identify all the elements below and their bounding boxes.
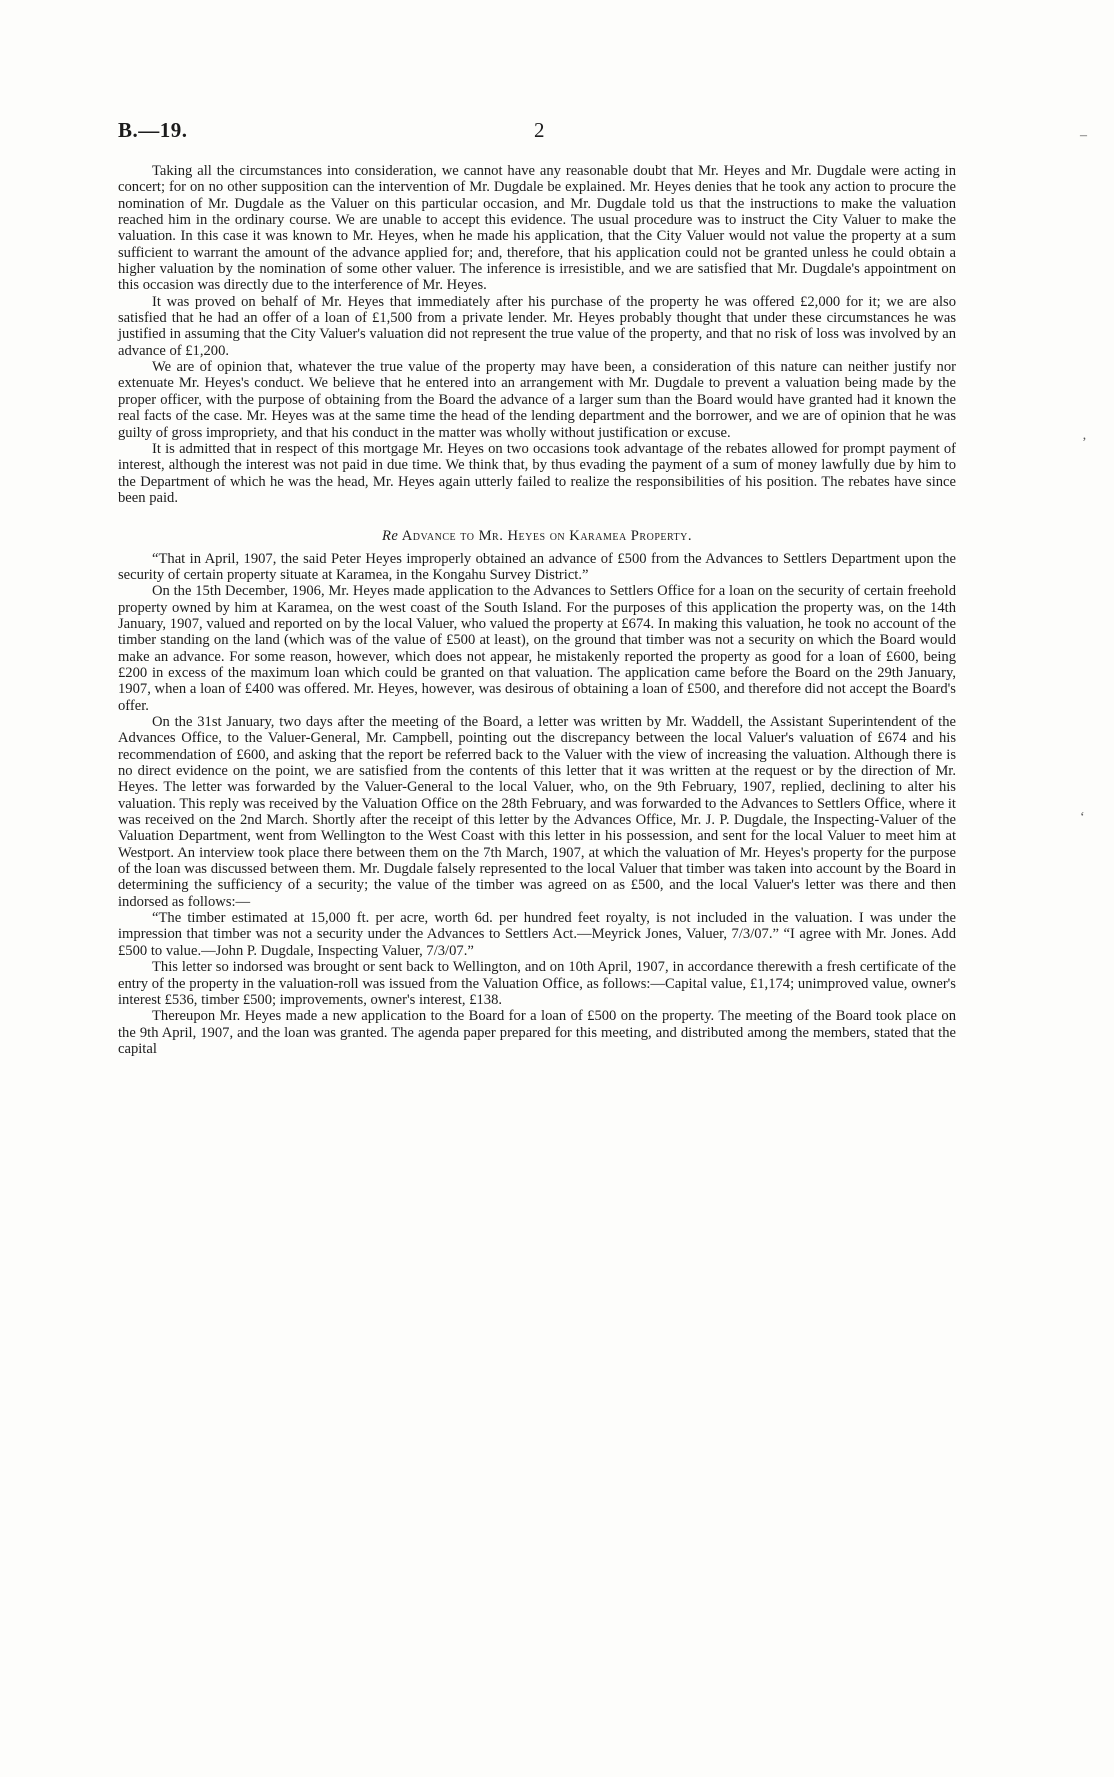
paragraph: This letter so indorsed was brought or sent back to Wellington, and on 10th April, 1907, in accordance therewith a fresh certificate of the entry of the property in the valuation-roll was issued from the Valuation Office, as follows:—Capital value, £1,174; unimproved value, owner's interest £536, timber £500; improvements, owner's interest, £138. [118, 959, 956, 1008]
margin-mark: ‚ [1082, 428, 1087, 443]
page-reference: B.—19. [118, 118, 188, 142]
section-heading-re: Re [381, 528, 399, 545]
paragraph: “That in April, 1907, the said Peter Heyes improperly obtained an advance of £500 from the Advances to Settlers Department upon the security of certain property situate at Karamea, in the Kongahu Survey District.” [118, 550, 956, 583]
paragraph: On the 15th December, 1906, Mr. Heyes made application to the Advances to Settlers Office for a loan on the security of certain freehold property owned by him at Karamea, on the west coast of the South Island. For the purposes of this application the property was, on the 14th January, 1907, valued and reported on by the local Valuer, who valued the property at £674. In making this valuation, he took no account of the timber standing on the land (which was of the value of £500 at least), on the ground that timber was not a security on which the Board would make an advance. For some reason, however, which does not appear, he mistakenly reported the property as good for a loan of £600, being £200 in excess of the maximum loan which could be granted on that valuation. The application came before the Board on the 29th January, 1907, when a loan of £400 was offered. Mr. Heyes, however, was desirous of obtaining a loan of £500, and therefore did not accept the Board's offer. [118, 583, 956, 714]
page-header [118, 118, 958, 148]
section-heading-text: Advance to Mr. Heyes on Karamea Property. [401, 528, 693, 545]
paragraph: On the 31st January, two days after the meeting of the Board, a letter was written by Mr. Waddell, the Assistant Superintendent of the Advances Office, to the Valuer-General, Mr. Campbell, pointing out the discrepancy between the local Valuer's valuation of £674 and his recommendation of £600, and asking that the report be referred back to the Valuer with the view of increasing the valuation. Although there is no direct evidence on the point, we are satisfied from the contents of this letter that it was written at the request or by the direction of Mr. Heyes. The letter was forwarded by the Valuer-General to the local Valuer, who, on the 9th February, 1907, replied, declining to alter his valuation. This reply was received by the Valuation Office on the 28th February, and was forwarded to the Advances to Settlers Office, where it was received on the 2nd March. Shortly after the receipt of this letter by the Advances Office, Mr. J. P. Dugdale, the Inspecting-Valuer of the Valuation Department, went from Wellington to the West Coast with this letter in his possession, and sent for the local Valuer to meet him at Westport. An interview took place there between them on the 7th March, 1907, at which the valuation of Mr. Heyes's property for the purpose of the loan was discussed between them. Mr. Dugdale falsely represented to the local Valuer that timber was taken into account by the Board in determining the sufficiency of a security; the value of the timber was agreed on as £500, and the local Valuer's letter was there and then indorsed as follows:— [118, 714, 956, 910]
margin-mark: – [1080, 128, 1087, 143]
paragraph: It was proved on behalf of Mr. Heyes that immediately after his purchase of the property he was offered £2,000 for it; we are also satisfied that he had an offer of a loan of £1,500 from a private lender. Mr. Heyes probably thought that under these circumstances he was justified in assuming that the City Valuer's valuation did not represent the true value of the property, and that no risk of loss was involved by an advance of £1,200. [118, 293, 956, 359]
paragraph: We are of opinion that, whatever the true value of the property may have been, a consideration of this nature can neither justify nor extenuate Mr. Heyes's conduct. We believe that he entered into an arrangement with Mr. Dugdale to prevent a valuation being made by the proper officer, with the purpose of obtaining from the Board the advance of a larger sum than the Board would have granted had it known the real facts of the case. Mr. Heyes was at the same time the head of the lending department and the borrower, and we are of opinion that he was guilty of gross impropriety, and that his conduct in the matter was wholly without justification or excuse. [118, 359, 956, 441]
paragraph: It is admitted that in respect of this mortgage Mr. Heyes on two occasions took advantage of the rebates allowed for prompt payment of interest, although the interest was not paid in due time. We think that, by thus evading the payment of a sum of money lawfully due by him to the Department of which he was the head, Mr. Heyes again utterly failed to realize the responsibilities of his position. The rebates have since been paid. [118, 440, 956, 506]
page-number: 2 [534, 118, 545, 142]
section-heading [118, 528, 956, 544]
paragraph: Thereupon Mr. Heyes made a new application to the Board for a loan of £500 on the property. The meeting of the Board took place on the 9th April, 1907, and the loan was granted. The agenda paper prepared for this meeting, and distributed among the members, stated that the capital [118, 1008, 956, 1057]
document-body [118, 163, 956, 1057]
paragraph: “The timber estimated at 15,000 ft. per acre, worth 6d. per hundred feet royalty, is not included in the valuation. I was under the impression that timber was not a security under the Advances to Settlers Act.—Meyrick Jones, Valuer, 7/3/07.” “I agree with Mr. Jones. Add £500 to value.—John P. Dugdale, Inspecting Valuer, 7/3/07.” [118, 910, 956, 959]
margin-mark: ‘ [1080, 810, 1085, 825]
paragraph: Taking all the circumstances into consideration, we cannot have any reasonable doubt that Mr. Heyes and Mr. Dugdale were acting in concert; for on no other supposition can the intervention of Mr. Dugdale be explained. Mr. Heyes denies that he took any action to procure the nomination of Mr. Dugdale as the Valuer on this particular occasion, and Mr. Dugdale told us that the instructions to make the valuation reached him in the ordinary course. We are unable to accept this evidence. The usual procedure was to instruct the City Valuer to make the valuation. In this case it was known to Mr. Heyes, when he made his application, that the City Valuer would not value the property at a sum sufficient to warrant the amount of the advance applied for; and, therefore, that his application could not be granted unless he could obtain a higher valuation by the nomination of some other valuer. The inference is irresistible, and we are satisfied that Mr. Dugdale's appointment on this occasion was directly due to the interference of Mr. Heyes. [118, 163, 956, 294]
